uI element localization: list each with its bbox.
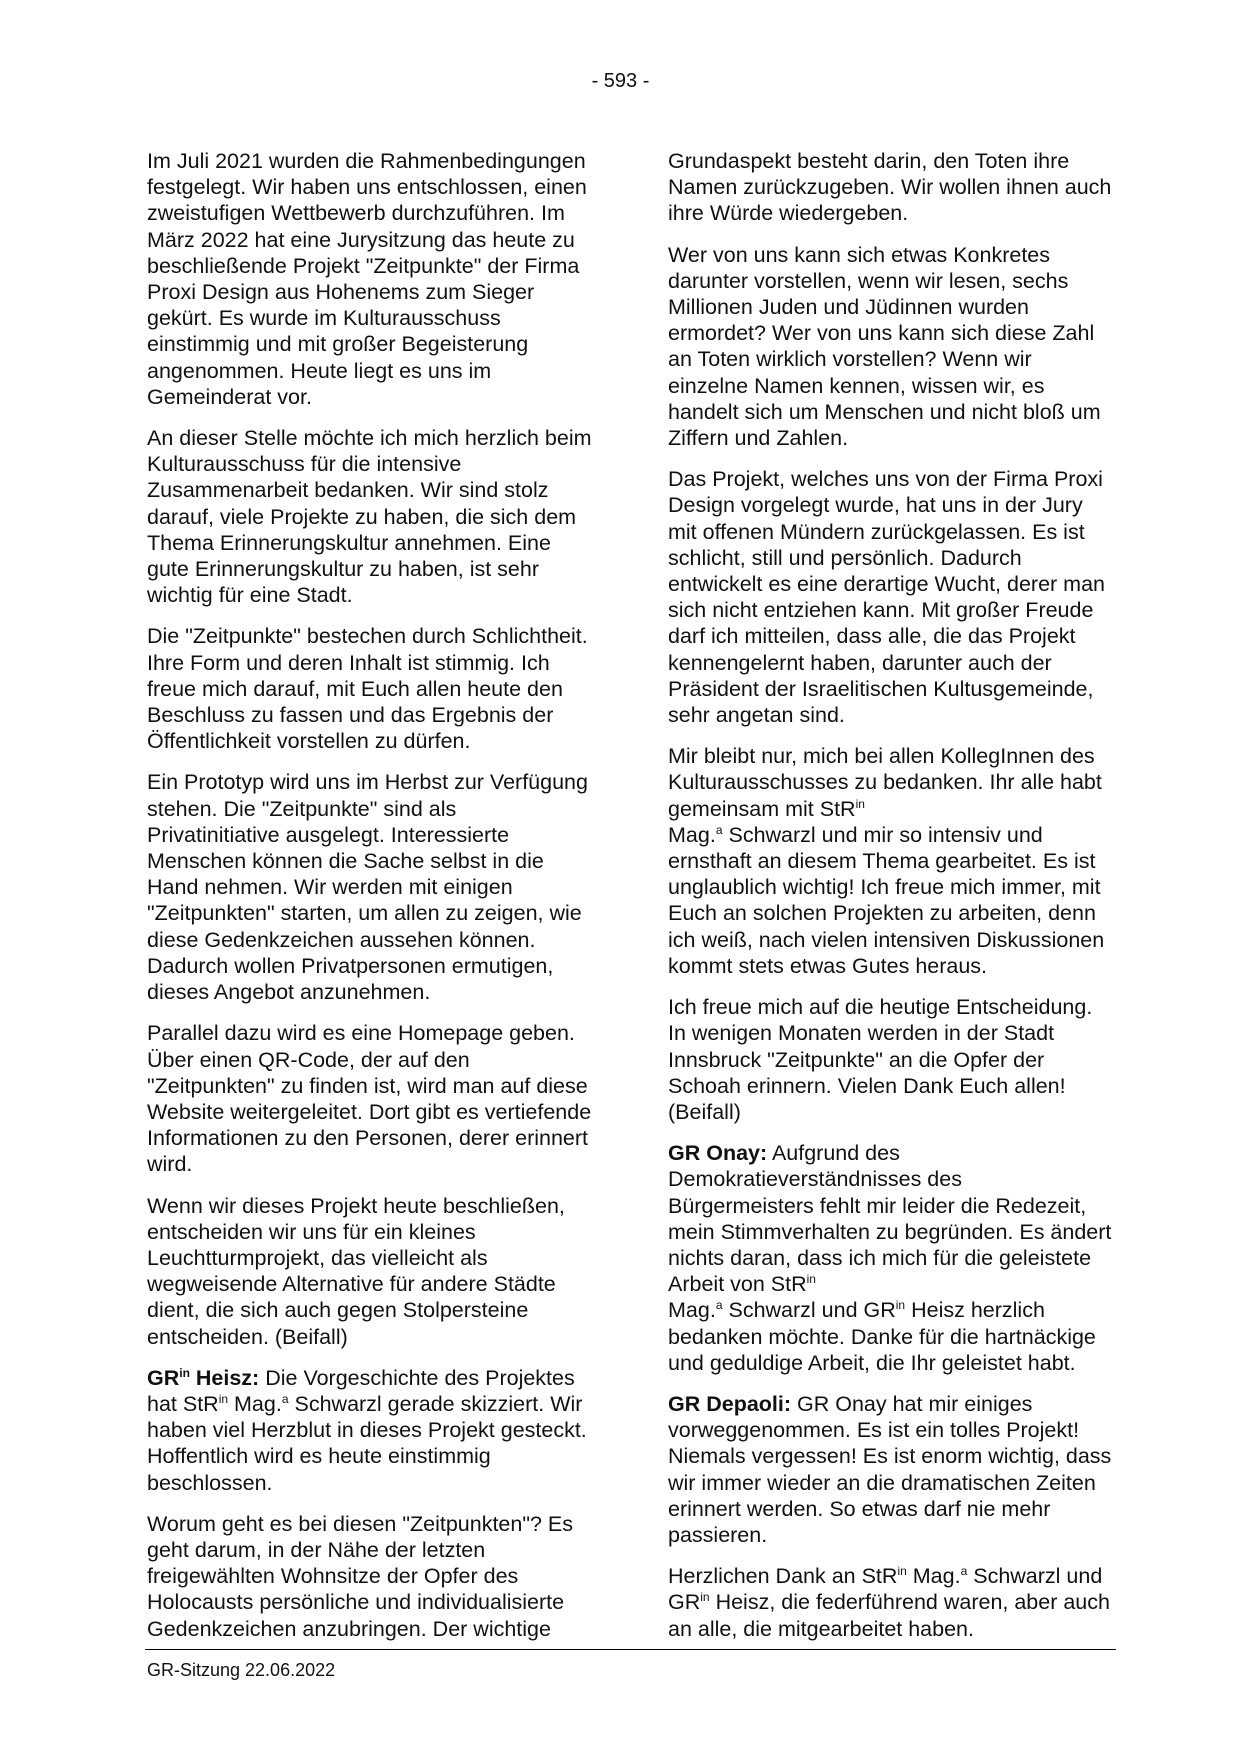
paragraph: Die "Zeitpunkte" bestechen durch Schlichtheit. Ihre Form und deren Inhalt ist stimmig. Ich freue mich darauf, mit Euch allen heute den Beschluss zu fassen und das Ergebnis der Öffentlichkeit vorstellen zu dürfen. [147, 624, 588, 754]
paragraph-onay: GR Onay: Aufgrund des Demokratieverständnisses des Bürgermeisters fehlt mir leider die Redezeit, mein Stimmverhalten zu begründen. Es ändert nichts daran, dass ich mich für die geleistete Arbeit von StR$^{in}$ Mag.$^a$ Schwarzl und $GR^{in}$ Heisz herzlich bedanken möchte. Danke für die hartnäckige und geduldige Arbeit, die Ihr geleistet habt. [668, 1141, 1112, 1375]
speaker-name: GR Depaoli: [668, 1391, 792, 1416]
speaker-name: GR Onay: [668, 1141, 768, 1166]
paragraph: Worum geht es bei diesen "Zeitpunkten"? Es geht darum, in der Nähe der letzten freigewählten Wohnsitze der Opfer des Holocausts persönliche und individualisierte Gedenkzeichen anzubringen. Der wichtige [147, 1511, 573, 1641]
speaker-name: $GR^{in}$ Heisz: [147, 1365, 260, 1390]
paragraph: Wenn wir dieses Projekt heute beschließen, entscheiden wir uns für ein kleines Leuchtturmprojekt, das vielleicht als wegweisende Alternative für andere Städte dient, die sich auch gegen Stolpersteine entscheiden. (Beifall) [147, 1193, 565, 1349]
paragraph: An dieser Stelle möchte ich mich herzlich beim Kulturausschuss für die intensive Zusammenarbeit bedanken. Wir sind stolz darauf, viele Projekte zu haben, die sich dem Thema Erinnerungskultur annehmen. Eine gute Erinnerungskultur zu haben, ist sehr wichtig für eine Stadt. [147, 426, 592, 608]
paragraph: Herzlichen Dank an StR$^{in}$ Mag.$^a$ Schwarzl und $GR^{in}$ Heisz, die federführend waren, aber auch an alle, die mitgearbeitet haben. [668, 1564, 1110, 1641]
paragraph: Mir bleibt nur, mich bei allen KollegInnen des Kulturausschusses zu bedanken. Ihr alle habt gemeinsam mit StR$^{in}$ Mag.$^a$ Schwarzl und mir so intensiv und ernsthaft an diesem Thema gearbeitet. Es ist unglaublich wichtig! Ich freue mich immer, mit Euch an solchen Projekten zu arbeiten, denn ich weiß, nach vielen intensiven Diskussionen kommt stets etwas Gutes heraus. [668, 744, 1105, 978]
paragraph-heisz: $GR^{in}$ Heisz: Die Vorgeschichte des Projektes hat StR$^{in}$ Mag.$^a$ Schwarzl gerade skizziert. Wir haben viel Herzblut in dieses Projekt gesteckt. Hoffentlich wird es heute einstimmig beschlossen. [147, 1365, 587, 1495]
paragraph: Parallel dazu wird es eine Homepage geben. Über einen QR-Code, der auf den "Zeitpunkten" zu finden ist, wird man auf diese Website weitergeleitet. Dort gibt es vertiefende Informationen zu den Personen, derer erinnert wird. [147, 1021, 592, 1177]
footer-text: GR-Sitzung 22.06.2022 [147, 1660, 336, 1680]
paragraph: Im Juli 2021 wurden die Rahmenbedingungen festgelegt. Wir haben uns entschlossen, einen zweistufigen Wettbewerb durchzuführen. Im März 2022 hat eine Jurysitzung das heute zu beschließende Projekt "Zeitpunkte" der Firma Proxi Design aus Hohenems zum Sieger gekürt. Es wurde im Kulturausschuss einstimmig und mit großer Begeisterung angenommen. Heute liegt es uns im Gemeinderat vor. [147, 149, 587, 409]
paragraph: Ein Prototyp wird uns im Herbst zur Verfügung stehen. Die "Zeitpunkte" sind als Privatinitiative ausgelegt. Interessierte Menschen können die Sache selbst in die Hand nehmen. Wir werden mit einigen "Zeitpunkten" starten, um allen zu zeigen, wie diese Gedenkzeichen aussehen können. Dadurch wollen Privatpersonen ermutigen, dieses Angebot anzunehmen. [147, 770, 588, 1005]
page-number: - 593 - [591, 70, 650, 92]
footer-divider [145, 1649, 1116, 1650]
paragraph-depaoli: GR Depaoli: GR Onay hat mir einiges vorweggenommen. Es ist ein tolles Projekt! Niemals vergessen! Es ist enorm wichtig, dass wir immer wieder an die dramatischen Zeiten erinnert werden. So etwas darf nie mehr passieren. [668, 1391, 1112, 1547]
right-column [668, 148, 1113, 1657]
left-column [147, 148, 592, 1657]
paragraph: Wer von uns kann sich etwas Konkretes darunter vorstellen, wenn wir lesen, sechs Millionen Juden und Jüdinnen wurden ermordet? Wer von uns kann sich diese Zahl an Toten wirklich vorstellen? Wenn wir einzelne Namen kennen, wissen wir, es handelt sich um Menschen und nicht bloß um Ziffern und Zahlen. [668, 242, 1101, 451]
paragraph: Grundaspekt besteht darin, den Toten ihre Namen zurückzugeben. Wir wollen ihnen auch ihre Würde wiedergeben. [668, 149, 1112, 226]
paragraph: Das Projekt, welches uns von der Firma Proxi Design vorgelegt wurde, hat uns in der Jury mit offenen Mündern zurückgelassen. Es ist schlicht, still und persönlich. Dadurch entwickelt es eine derartige Wucht, derer man sich nicht entziehen kann. Mit großer Freude darf ich mitteilen, dass alle, die das Projekt kennengelernt haben, darunter auch der Präsident der Israelitischen Kultusgemeinde, sehr angetan sind. [668, 467, 1105, 728]
paragraph: Ich freue mich auf die heutige Entscheidung. In wenigen Monaten werden in der Stadt Innsbruck "Zeitpunkte" an die Opfer der Schoah erinnern. Vielen Dank Euch allen! (Beifall) [668, 995, 1093, 1124]
